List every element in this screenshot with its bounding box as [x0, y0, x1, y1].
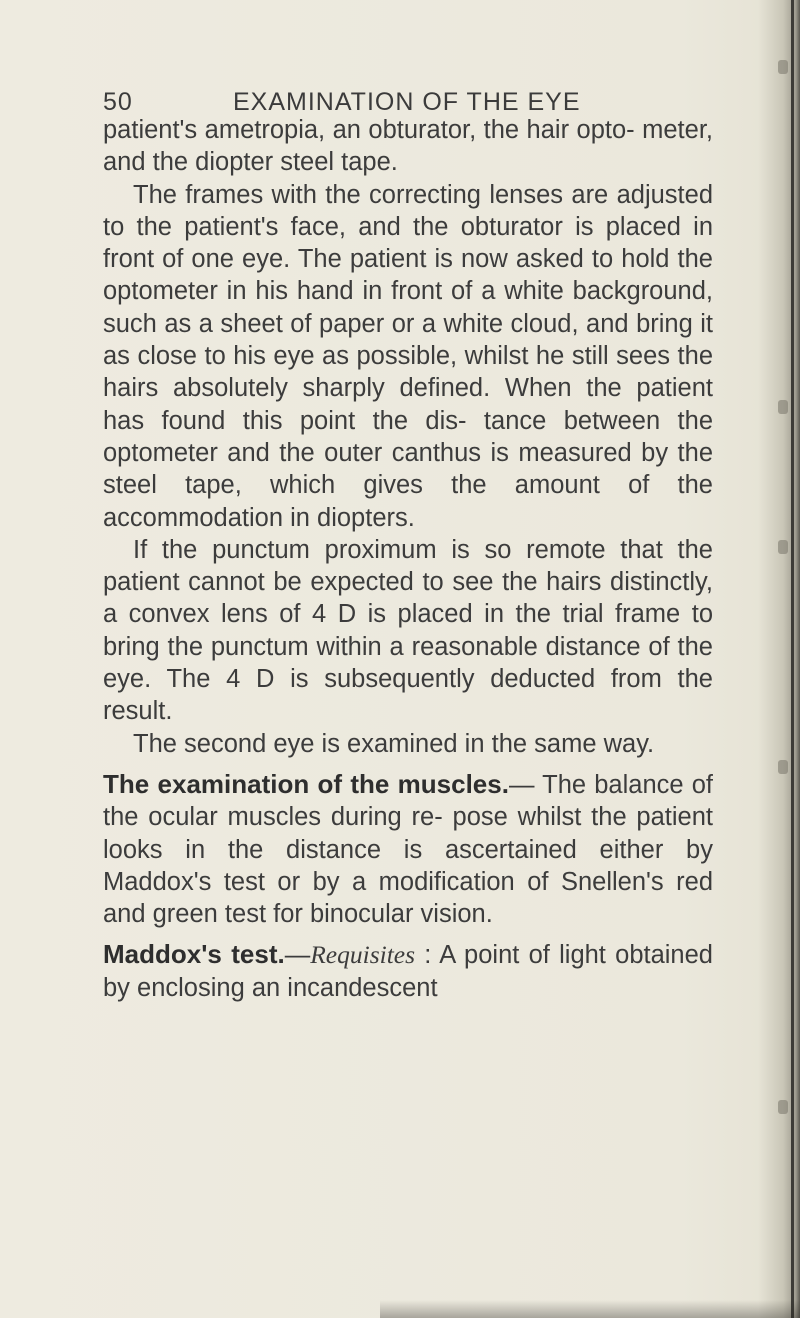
section-heading-maddox: Maddox's test.: [103, 939, 285, 970]
bottom-edge-shadow: [380, 1300, 800, 1318]
paragraph-second-eye: The second eye is examined in the same way.: [133, 729, 655, 758]
edge-mark: [778, 540, 788, 554]
page-number: 50: [103, 88, 133, 116]
requisites-label: Requisites: [310, 940, 416, 970]
paragraph-punctum: If the punctum proximum is so remote that the patient cannot be expected to see the hairs distinctly, a convex lens of 4 D is placed in the trial frame to bring the punctum within a reasonable distance of the eye. The 4 D is subsequently deducted from the result.: [103, 535, 713, 726]
running-header: [103, 88, 663, 117]
edge-mark: [778, 1100, 788, 1114]
section-maddox: [103, 938, 713, 1004]
page-edge-shadow: [758, 0, 800, 1318]
edge-mark: [778, 760, 788, 774]
body-text: [103, 114, 713, 1004]
binding-line: [791, 0, 794, 1318]
section-text-muscles: — The balance of the ocular muscles during re- pose whilst the patient looks in the distance is ascertained either by Maddox's test or by a modification of Snellen's red and green test for binocular vision.: [103, 770, 713, 929]
edge-mark: [778, 400, 788, 414]
paragraph-procedure: The frames with the correcting lenses are adjusted to the patient's face, and the obturator is placed in front of one eye. The patient is now asked to hold the optometer in his hand in front of a white background, such as a sheet of paper or a white cloud, and bring it as close to his eye as possible, whilst he still sees the hairs absolutely sharply defined. When the patient has found this point the dis- tance between the optometer and the outer canthus is measured by the steel tape, which gives the amount of the accommodation in diopters.: [103, 180, 713, 532]
paragraph-continuation: patient's ametropia, an obturator, the hair opto- meter, and the diopter steel tape.: [103, 116, 713, 177]
edge-mark: [778, 60, 788, 74]
section-heading-muscles: The examination of the muscles.: [103, 768, 509, 799]
running-title: EXAMINATION OF THE EYE: [233, 88, 581, 116]
section-muscles: [103, 768, 713, 930]
section-text-maddox: : A point of light obtained by enclosing an incandescent: [103, 941, 713, 1002]
section-dash: —: [284, 941, 311, 970]
